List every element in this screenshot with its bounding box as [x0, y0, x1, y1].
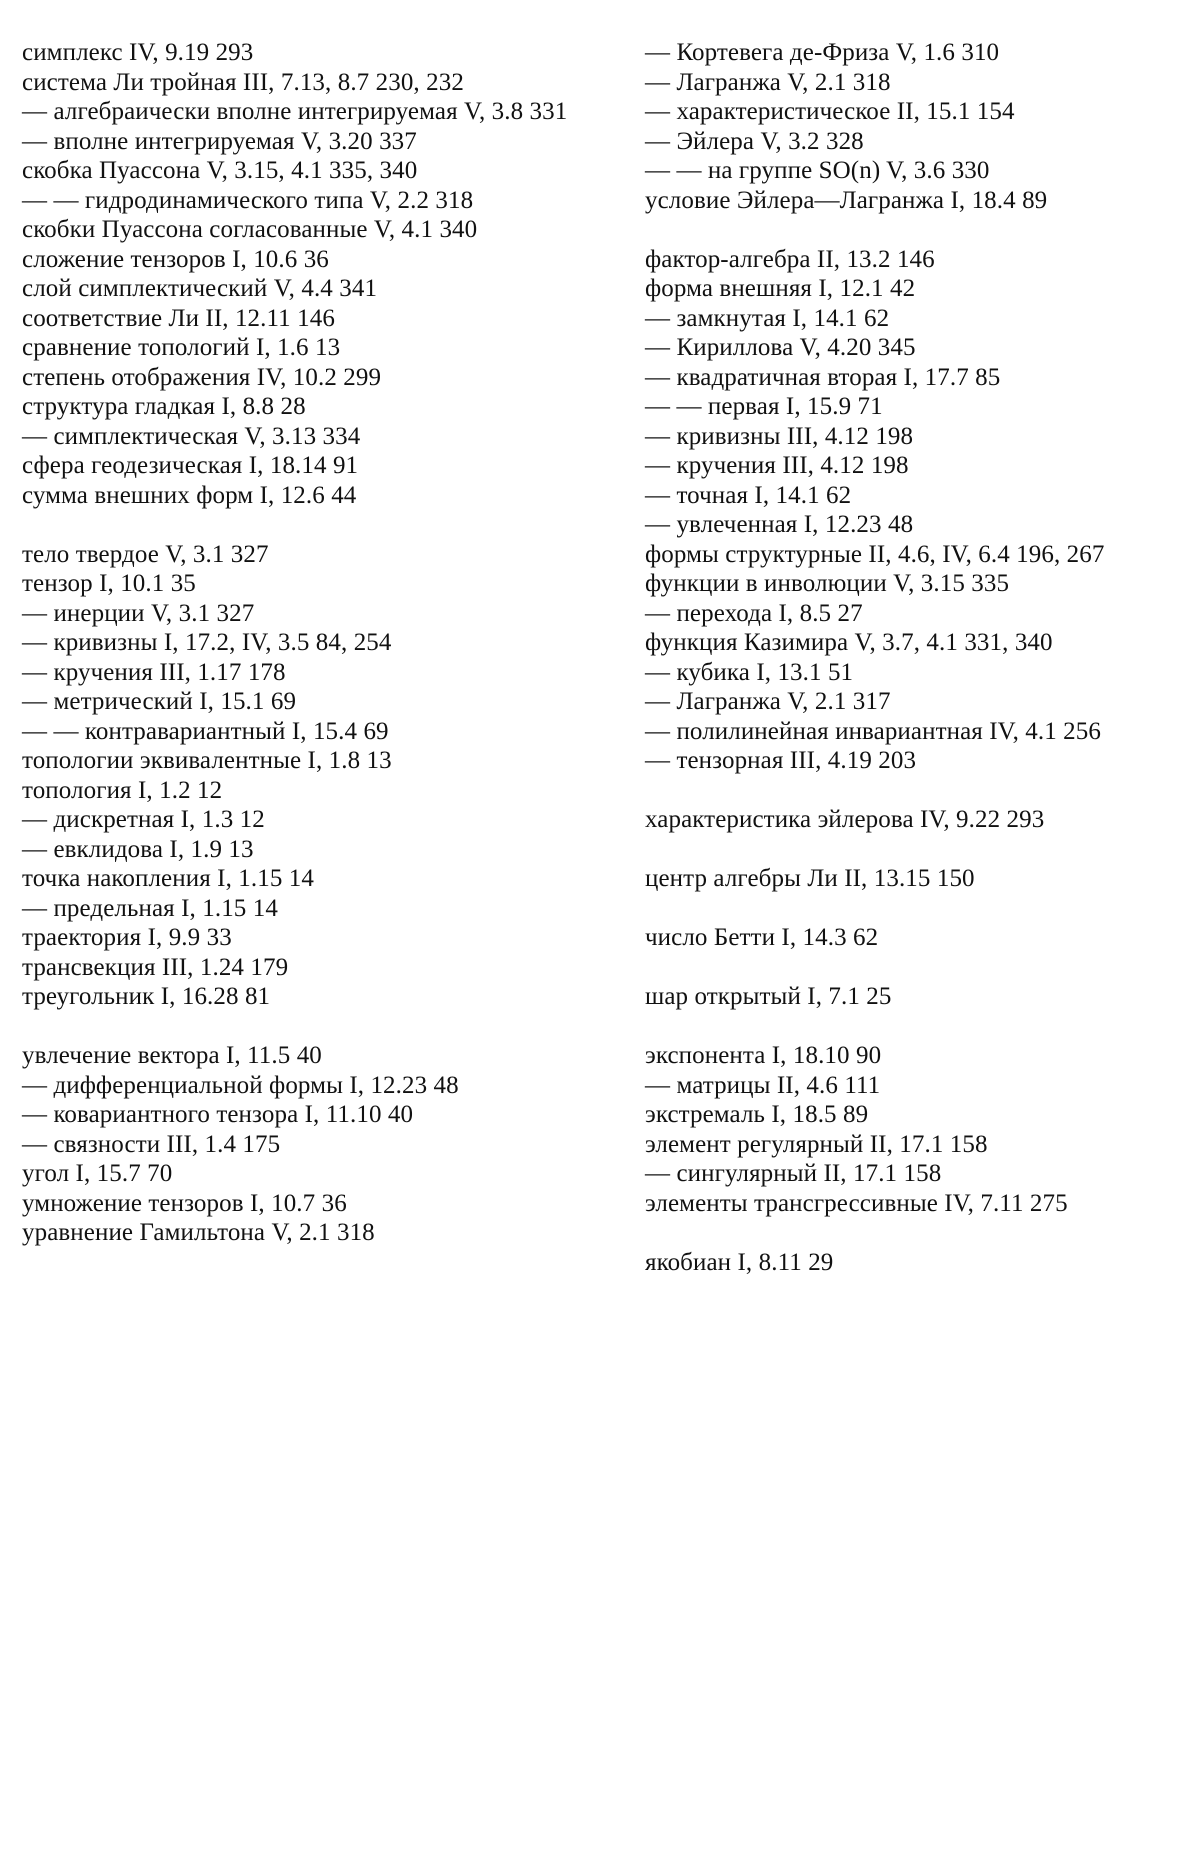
index-entry: структура гладкая I, 8.8 28 — [22, 393, 306, 420]
index-entry: — метрический I, 15.1 69 — [22, 688, 297, 715]
index-entry: скобка Пуассона V, 3.15, 4.1 335, 340 — [22, 157, 418, 184]
index-entry: — дифференциальной формы I, 12.23 48 — [22, 1071, 459, 1099]
index-entry: элемент регулярный II, 17.1 158 — [645, 1130, 988, 1158]
index-entry: формы структурные II, 4.6, IV, 6.4 196, 267 — [645, 540, 1105, 568]
index-entry: — кручения III, 4.12 198 — [645, 452, 909, 479]
index-entry: — ковариантного тензора I, 11.10 40 — [22, 1101, 414, 1128]
index-entry: — кручения III, 1.17 178 — [22, 658, 286, 686]
index-entry: — перехода I, 8.5 27 — [645, 599, 863, 627]
index-column-right — [645, 38, 1185, 1277]
index-entry: — кривизны I, 17.2, IV, 3.5 84, 254 — [22, 629, 392, 656]
index-entry: — симплектическая V, 3.13 334 — [22, 422, 361, 450]
index-entry: — сингулярный II, 17.1 158 — [645, 1160, 942, 1187]
index-entry: форма внешняя I, 12.1 42 — [645, 275, 916, 302]
index-entry: сумма внешних форм I, 12.6 44 — [22, 481, 357, 509]
index-entry: — инерции V, 3.1 327 — [22, 599, 255, 627]
index-entry: топологии эквивалентные I, 1.8 13 — [22, 747, 392, 774]
index-entry: сфера геодезическая I, 18.14 91 — [22, 452, 359, 479]
index-entry: — увлеченная I, 12.23 48 — [645, 511, 914, 538]
index-entry: скобки Пуассона согласованные V, 4.1 340 — [22, 216, 478, 243]
index-entry: — вполне интегрируемая V, 3.20 337 — [22, 127, 417, 155]
index-entry: уравнение Гамильтона V, 2.1 318 — [22, 1219, 375, 1246]
index-entry: функции в инволюции V, 3.15 335 — [645, 570, 1010, 597]
index-entry: шар открытый I, 7.1 25 — [645, 983, 892, 1010]
index-entry: условие Эйлера—Лагранжа I, 18.4 89 — [645, 186, 1048, 214]
index-gap — [645, 776, 1185, 806]
index-gap — [645, 953, 1185, 983]
index-entry: сложение тензоров I, 10.6 36 — [22, 245, 329, 273]
index-entry: — — контравариантный I, 15.4 69 — [22, 717, 389, 745]
index-entry: степень отображения IV, 10.2 299 — [22, 363, 382, 391]
index-entry: число Бетти I, 14.3 62 — [645, 924, 879, 951]
index-gap — [645, 835, 1185, 865]
index-entry: траектория I, 9.9 33 — [22, 924, 232, 951]
index-entry: — Лагранжа V, 2.1 317 — [645, 688, 891, 715]
index-entry: — точная I, 14.1 62 — [645, 481, 852, 509]
index-entry: соответствие Ли II, 12.11 146 — [22, 304, 335, 332]
index-entry: слой симплектический V, 4.4 341 — [22, 275, 378, 302]
index-entry: топология I, 1.2 12 — [22, 776, 223, 804]
index-entry: треугольник I, 16.28 81 — [22, 983, 271, 1010]
index-entry: — квадратичная вторая I, 17.7 85 — [645, 363, 1001, 391]
index-entry: — — на группе SO(n) V, 3.6 330 — [645, 157, 990, 184]
index-entry: — предельная I, 1.15 14 — [22, 894, 278, 922]
index-entry: элементы трансгрессивные IV, 7.11 275 — [645, 1189, 1068, 1217]
index-gap — [645, 1218, 1185, 1248]
index-entry: — Кортевега де-Фриза V, 1.6 310 — [645, 39, 1000, 66]
index-entry: — — первая I, 15.9 71 — [645, 393, 883, 420]
index-entry: экспонента I, 18.10 90 — [645, 1042, 882, 1069]
index-entry: экстремаль I, 18.5 89 — [645, 1101, 869, 1128]
index-gap — [22, 1012, 582, 1042]
index-entry: умножение тензоров I, 10.7 36 — [22, 1189, 347, 1217]
index-entry: система Ли тройная III, 7.13, 8.7 230, 232 — [22, 68, 464, 96]
index-gap — [645, 215, 1185, 245]
index-entry: фактор-алгебра II, 13.2 146 — [645, 245, 935, 273]
index-gap — [22, 510, 582, 540]
index-entry: якобиан I, 8.11 29 — [645, 1248, 834, 1276]
index-entry: — евклидова I, 1.9 13 — [22, 835, 254, 863]
index-column-left — [22, 38, 582, 1248]
index-entry: — — гидродинамического типа V, 2.2 318 — [22, 186, 474, 214]
index-entry: тело твердое V, 3.1 327 — [22, 540, 269, 568]
index-entry: — характеристическое II, 15.1 154 — [645, 98, 1015, 125]
index-entry: центр алгебры Ли II, 13.15 150 — [645, 865, 975, 892]
index-entry: трансвекция III, 1.24 179 — [22, 953, 289, 981]
index-entry: — Эйлера V, 3.2 328 — [645, 127, 864, 155]
index-entry: тензор I, 10.1 35 — [22, 570, 196, 597]
index-entry: характеристика эйлерова IV, 9.22 293 — [645, 806, 1045, 833]
index-entry: — матрицы II, 4.6 111 — [645, 1071, 881, 1099]
index-entry: — Лагранжа V, 2.1 318 — [645, 68, 891, 96]
index-entry: угол I, 15.7 70 — [22, 1160, 173, 1187]
index-entry: — тензорная III, 4.19 203 — [645, 747, 917, 774]
index-gap — [645, 1012, 1185, 1042]
index-entry: — алгебраически вполне интегрируемая V, 3.8 331 — [22, 98, 568, 125]
index-entry: — связности III, 1.4 175 — [22, 1130, 281, 1158]
index-entry: увлечение вектора I, 11.5 40 — [22, 1042, 322, 1069]
index-entry: — полилинейная инвариантная IV, 4.1 256 — [645, 717, 1101, 745]
index-entry: функция Казимира V, 3.7, 4.1 331, 340 — [645, 629, 1053, 656]
index-entry: — кривизны III, 4.12 198 — [645, 422, 914, 450]
index-entry: — Кириллова V, 4.20 345 — [645, 334, 916, 361]
index-entry: сравнение топологий I, 1.6 13 — [22, 334, 341, 361]
index-entry: — замкнутая I, 14.1 62 — [645, 304, 890, 332]
index-gap — [645, 894, 1185, 924]
index-entry: точка накопления I, 1.15 14 — [22, 865, 314, 892]
index-entry: — дискретная I, 1.3 12 — [22, 806, 265, 833]
index-entry: — кубика I, 13.1 51 — [645, 658, 854, 686]
index-entry: симплекс IV, 9.19 293 — [22, 39, 254, 66]
